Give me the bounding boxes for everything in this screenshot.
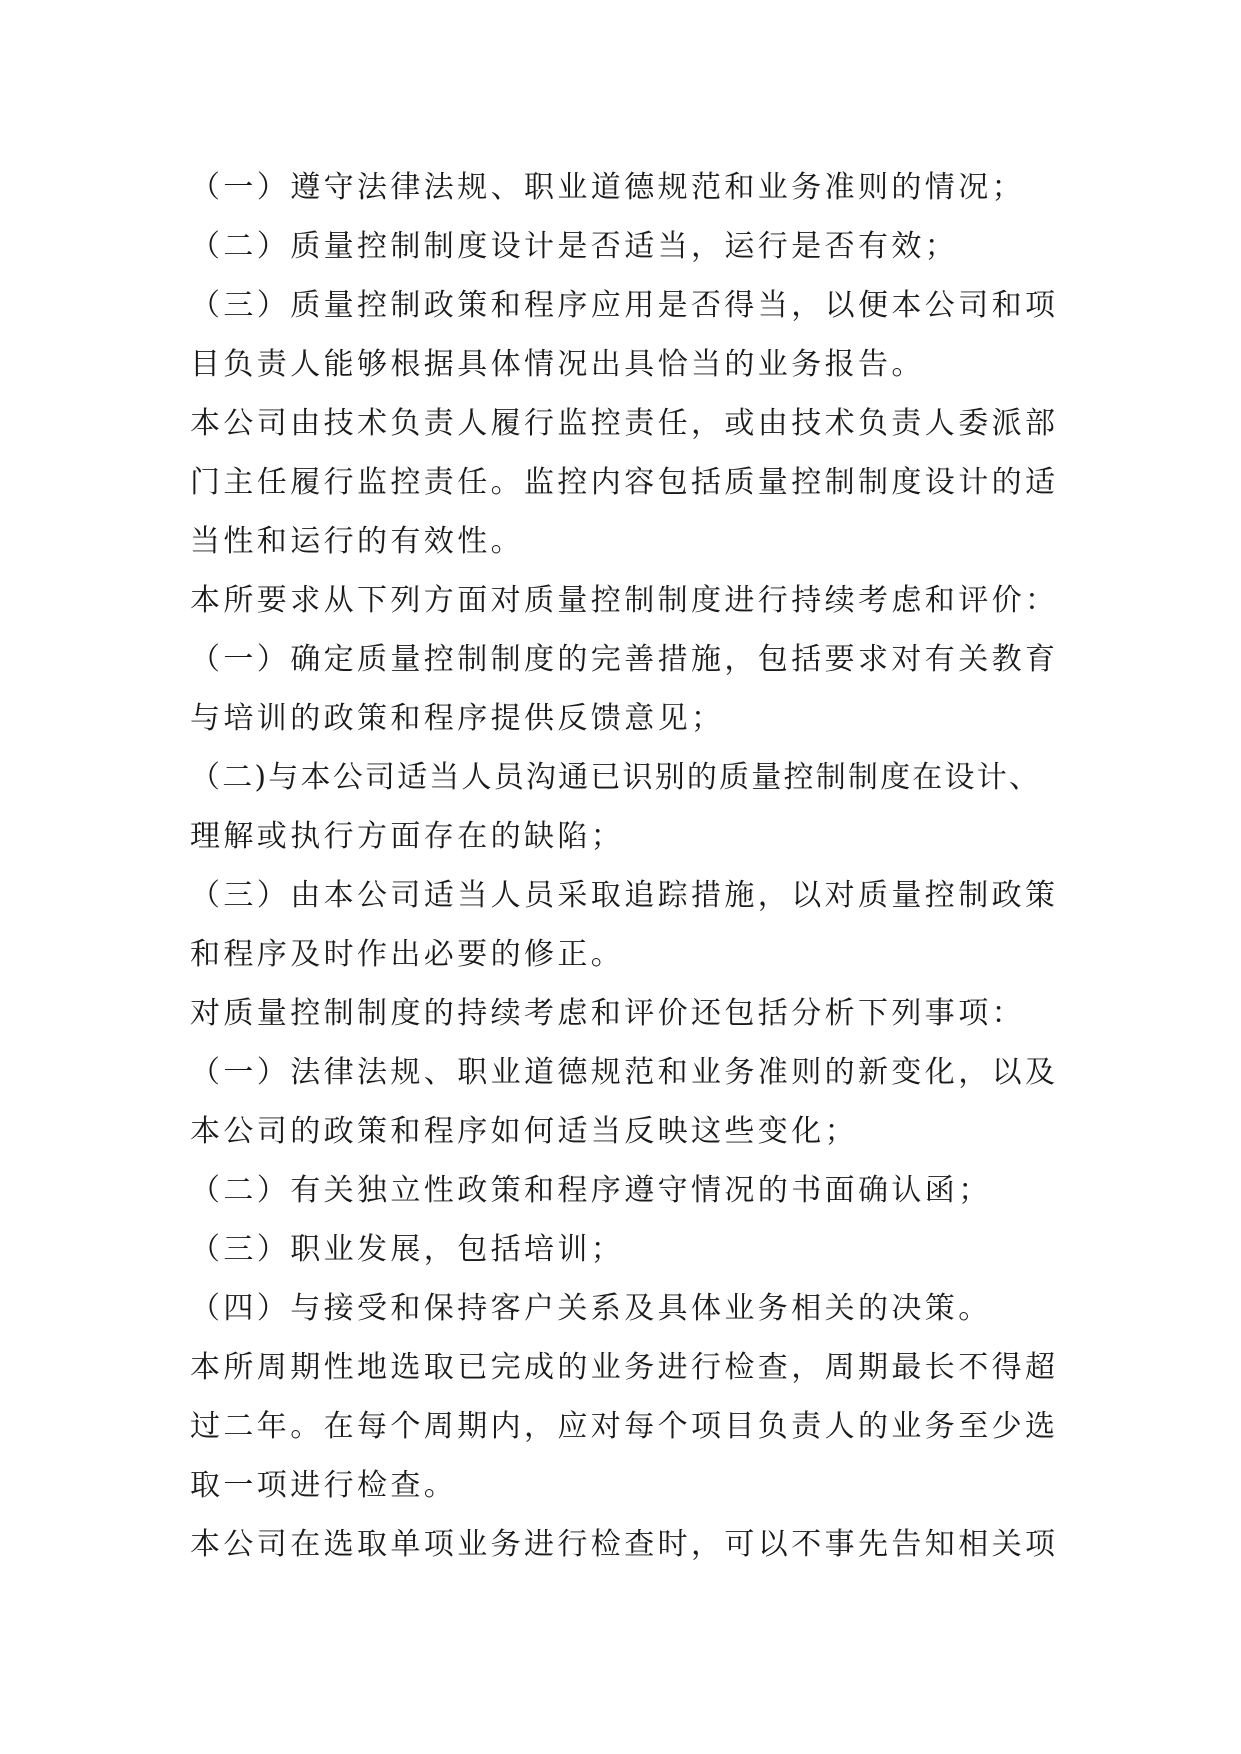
text-line: （一）法律法规、职业道德规范和业务准则的新变化，以及	[190, 1055, 1059, 1090]
text-line: （三）由本公司适当人员采取追踪措施，以对质量控制政策	[190, 878, 1059, 913]
document-body	[190, 158, 1059, 1574]
text-line: 本公司在选取单项业务进行检查时，可以不事先告知相关项	[190, 1527, 1059, 1562]
text-line: （二）有关独立性政策和程序遵守情况的书面确认函；	[190, 1173, 992, 1208]
text-line: 本所周期性地选取已完成的业务进行检查，周期最长不得超	[190, 1350, 1059, 1385]
text-line: （二）质量控制制度设计是否适当，运行是否有效；	[190, 229, 959, 264]
text-line: 目负责人能够根据具体情况出具恰当的业务报告。	[190, 347, 925, 382]
text-line: （二)与本公司适当人员沟通已识别的质量控制制度在设计、	[190, 760, 1042, 795]
text-line: （一）确定质量控制制度的完善措施，包括要求对有关教育	[190, 642, 1059, 677]
text-line: （四）与接受和保持客户关系及具体业务相关的决策。	[190, 1291, 992, 1326]
text-line: 对质量控制制度的持续考虑和评价还包括分析下列事项：	[190, 996, 1025, 1031]
text-line: 取一项进行检查。	[190, 1468, 458, 1503]
text-line: （一）遵守法律法规、职业道德规范和业务准则的情况；	[190, 170, 1025, 205]
text-line: 理解或执行方面存在的缺陷；	[190, 819, 625, 854]
text-line: 本公司的政策和程序如何适当反映这些变化；	[190, 1114, 858, 1149]
text-line: 本所要求从下列方面对质量控制制度进行持续考虑和评价：	[190, 583, 1059, 618]
text-line: （三）职业发展，包括培训；	[190, 1232, 625, 1267]
text-line: 门主任履行监控责任。监控内容包括质量控制制度设计的适	[190, 465, 1059, 500]
text-line: 本公司由技术负责人履行监控责任，或由技术负责人委派部	[190, 406, 1059, 441]
text-line: 当性和运行的有效性。	[190, 524, 524, 559]
text-line: （三）质量控制政策和程序应用是否得当，以便本公司和项	[190, 288, 1059, 323]
text-line: 过二年。在每个周期内，应对每个项目负责人的业务至少选	[190, 1409, 1059, 1444]
text-line: 与培训的政策和程序提供反馈意见；	[190, 701, 725, 736]
text-line: 和程序及时作出必要的修正。	[190, 937, 625, 972]
